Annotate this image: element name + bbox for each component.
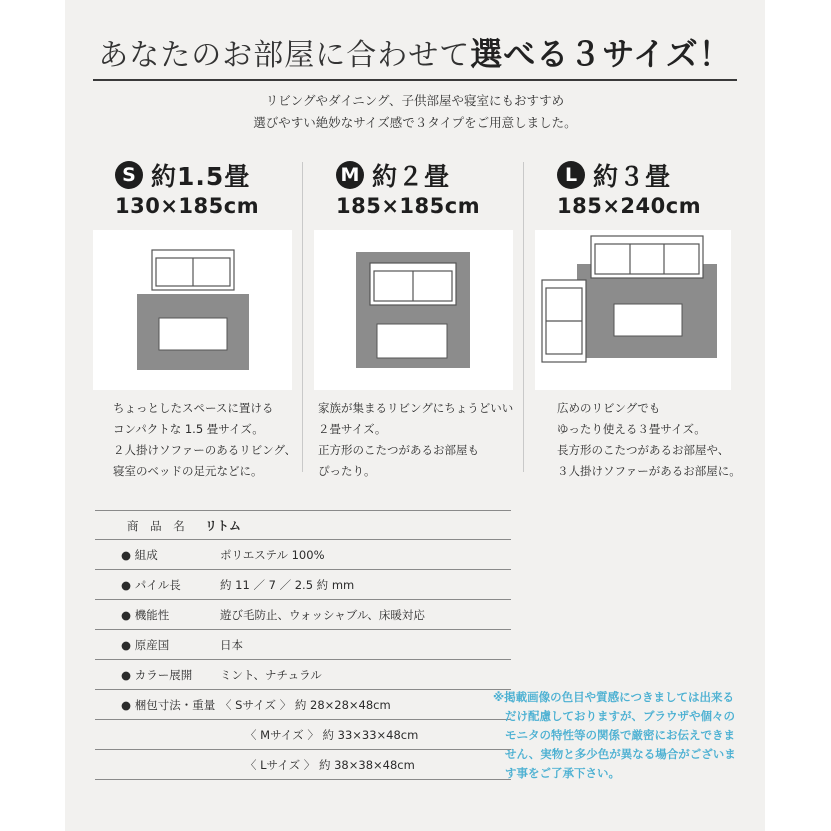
size-column-s <box>93 158 303 478</box>
notice-line: せん、実物と多少色が異なる場合がございま <box>505 747 736 761</box>
desc-line: ３人掛けソファーがあるお部屋に。 <box>557 464 741 478</box>
spec-row <box>95 570 511 600</box>
intro-line: 選びやすい絶妙なサイズ感で３タイプをご用意しました。 <box>253 115 577 130</box>
column-divider <box>302 162 303 472</box>
size-dimensions: 185×185cm <box>336 194 481 218</box>
spec-row-product-name <box>95 510 511 540</box>
size-description <box>557 398 757 482</box>
desc-line: ２畳サイズ。 <box>318 422 387 436</box>
spec-value: 日本 <box>220 638 243 652</box>
sofa-icon <box>152 250 234 290</box>
size-badge-s: S <box>115 161 143 189</box>
desc-line: ゆったり使える３畳サイズ。 <box>557 422 706 436</box>
product-page <box>65 0 765 831</box>
size-heading <box>93 158 303 218</box>
desc-line: 寝室のベッドの足元などに。 <box>113 464 263 478</box>
size-badge-l: L <box>557 161 585 189</box>
spec-value: 〈 Sサイズ 〉 約 28×28×48cm <box>220 698 391 712</box>
size-description <box>318 398 518 482</box>
layout-illustration-l <box>535 230 731 390</box>
size-dimensions: 185×240cm <box>557 194 702 218</box>
spec-label: ● パイル長 <box>121 578 181 592</box>
desc-line: コンパクトな 1.5 畳サイズ。 <box>113 422 264 436</box>
spec-row <box>95 690 511 720</box>
size-column-m <box>314 158 524 478</box>
intro-text <box>65 90 765 134</box>
layout-illustration-m <box>314 230 513 390</box>
spec-value: ミント、ナチュラル <box>220 668 322 682</box>
headline <box>65 34 765 76</box>
desc-line: 正方形のこたつがあるお部屋も <box>318 443 479 457</box>
desc-line: ぴったり。 <box>318 464 376 478</box>
spec-value: 〈 Mサイズ 〉 約 33×33×48cm <box>245 728 419 742</box>
spec-label: ● 機能性 <box>121 608 170 622</box>
spec-row <box>95 540 511 570</box>
headline-underline <box>93 79 737 81</box>
size-badge-m: M <box>336 161 364 189</box>
notice-line: だけ配慮しておりますが、ブラウザや個々の <box>505 709 735 723</box>
spec-label: ● 原産国 <box>121 638 170 652</box>
spec-row <box>95 750 511 780</box>
desc-line: 広めのリビングでも <box>557 401 661 415</box>
sofa-icon <box>591 236 703 278</box>
layout-illustration-s <box>93 230 292 390</box>
size-column-l <box>535 158 745 478</box>
table-icon <box>159 318 227 350</box>
spec-row <box>95 660 511 690</box>
intro-line: リビングやダイニング、子供部屋や寝室にもおすすめ <box>265 93 565 108</box>
spec-row <box>95 630 511 660</box>
spec-value: 〈 Lサイズ 〉 約 38×38×48cm <box>245 758 415 772</box>
table-icon <box>614 304 682 336</box>
size-jo: 約２畳 <box>372 162 451 191</box>
spec-value: リトム <box>205 519 242 533</box>
spec-value: 約 11 ／ 7 ／ 2.5 約 mm <box>220 578 355 592</box>
spec-label: ● カラー展開 <box>121 668 193 682</box>
size-heading <box>314 158 524 218</box>
desc-line: ２人掛けソファーのあるリビング、 <box>113 443 297 457</box>
size-description <box>113 398 313 482</box>
column-divider <box>523 162 524 472</box>
spec-row <box>95 600 511 630</box>
size-dimensions: 130×185cm <box>115 194 260 218</box>
size-heading <box>535 158 745 218</box>
spec-value: ポリエステル 100% <box>220 548 325 562</box>
spec-value: 遊び毛防止、ウォッシャブル、床暖対応 <box>220 608 425 622</box>
spec-label: 商 品 名 <box>127 519 189 533</box>
color-notice <box>493 688 761 783</box>
spec-table <box>95 510 511 780</box>
sofa-icon <box>370 263 456 305</box>
spec-row <box>95 720 511 750</box>
notice-line: ※掲載画像の色目や質感につきましては出来る <box>493 690 734 704</box>
spec-label: ● 組成 <box>121 548 158 562</box>
notice-line: す事をご了承下さい。 <box>505 766 620 780</box>
size-jo: 約３畳 <box>593 162 672 191</box>
desc-line: 長方形のこたつがあるお部屋や、 <box>557 443 730 457</box>
desc-line: 家族が集まるリビングにちょうどいい <box>318 401 514 415</box>
headline-part1: あなたのお部屋に合わせて <box>98 38 471 73</box>
spec-label: ● 梱包寸法・重量 <box>121 698 216 712</box>
size-jo: 約1.5畳 <box>151 162 251 191</box>
headline-part2: 選べる３サイズ！ <box>470 35 732 73</box>
armchair-icon <box>542 280 586 362</box>
notice-line: モニタの特性等の関係で厳密にお伝えできま <box>505 728 735 742</box>
table-icon <box>377 324 447 358</box>
desc-line: ちょっとしたスペースに置ける <box>113 401 274 415</box>
